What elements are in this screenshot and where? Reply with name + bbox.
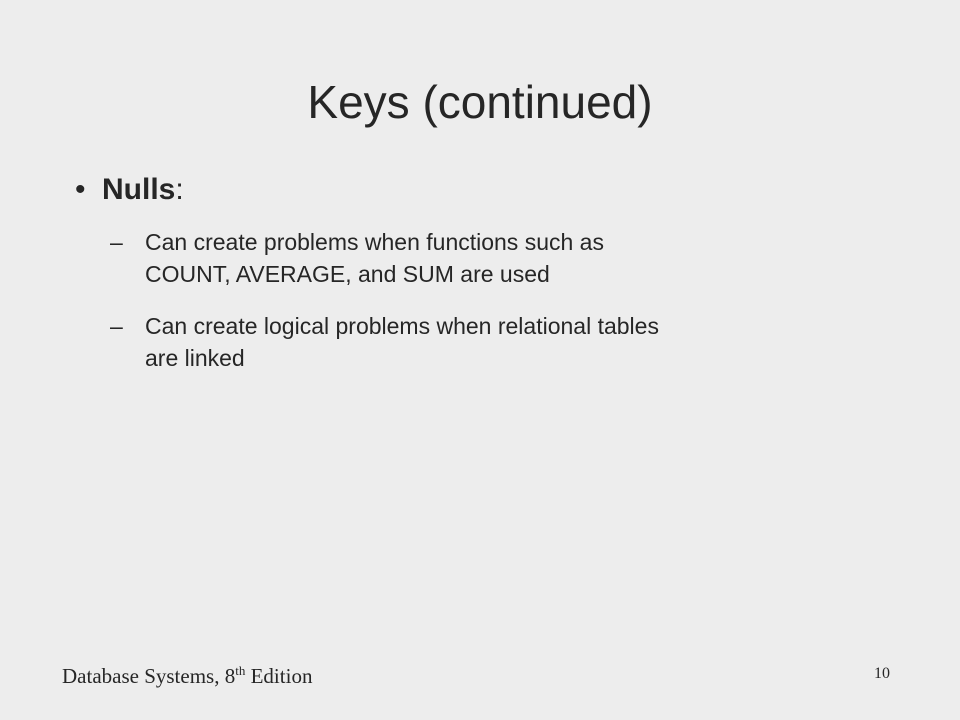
footer-book-superscript: th xyxy=(235,663,246,678)
bullet-suffix: : xyxy=(175,173,184,206)
sub-item-text-line: COUNT, AVERAGE, and SUM are used xyxy=(145,261,550,287)
sub-item-text-line: Can create problems when functions such as xyxy=(145,229,604,255)
sub-item-2 xyxy=(110,310,870,374)
bullet-label: Nulls xyxy=(102,173,176,206)
bullet-item xyxy=(75,170,184,210)
sub-item-1 xyxy=(110,226,870,290)
bullet-marker: • xyxy=(75,173,86,206)
page-number: 10 xyxy=(874,665,890,682)
dash-marker: – xyxy=(110,313,123,339)
footer-book-prefix: Database Systems, 8 xyxy=(62,664,236,688)
sub-item-text-line: Can create logical problems when relational tables xyxy=(145,313,659,339)
dash-marker: – xyxy=(110,229,123,255)
footer-book-suffix: Edition xyxy=(245,664,313,688)
slide-title: Keys (continued) xyxy=(307,76,653,128)
sub-item-text-line: are linked xyxy=(145,345,245,371)
footer-book-title xyxy=(62,662,312,690)
